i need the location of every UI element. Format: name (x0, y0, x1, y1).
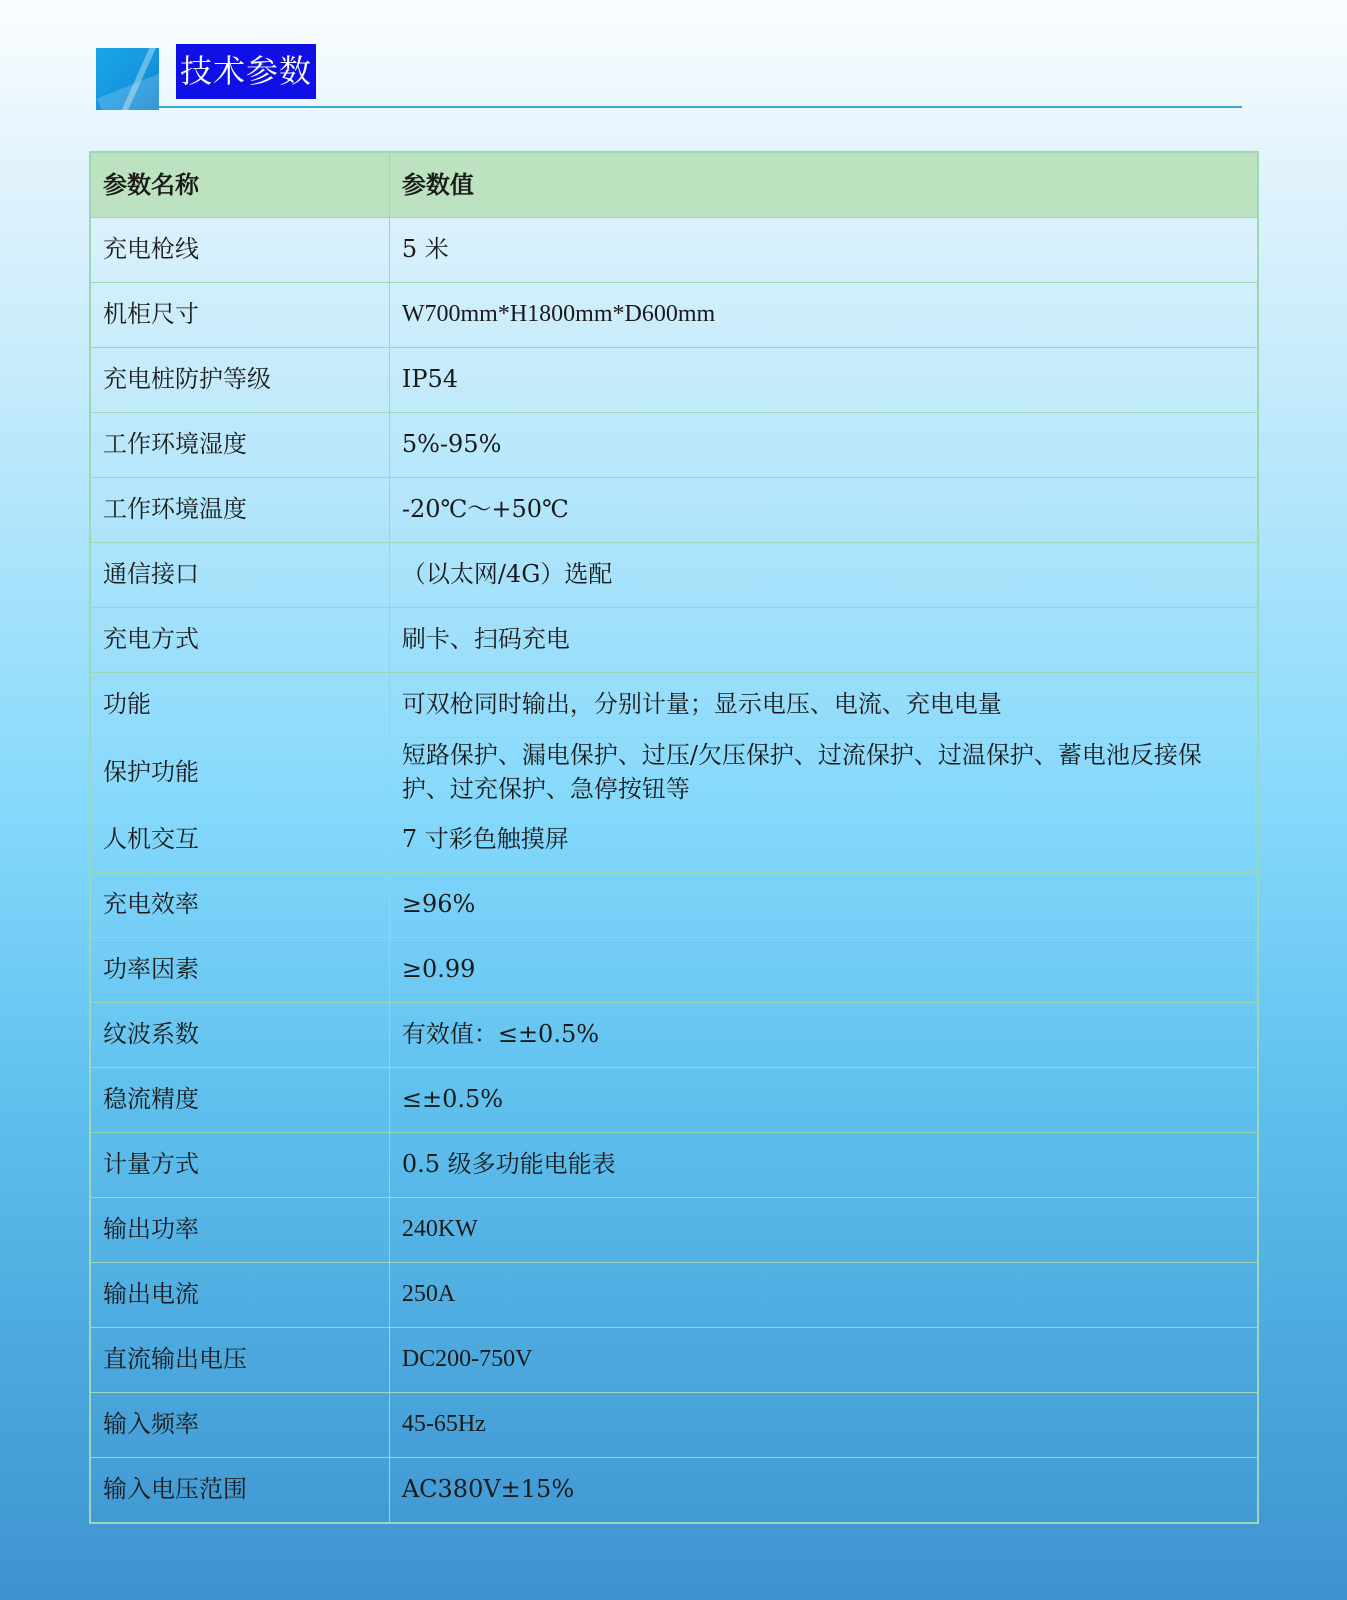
param-value: ≤±0.5% (389, 1068, 1258, 1133)
table-row (90, 543, 1258, 608)
param-value: AC380V±15% (389, 1458, 1258, 1524)
param-value: ≥96% (389, 873, 1258, 938)
param-value: ≥0.99 (389, 938, 1258, 1003)
table-row (90, 608, 1258, 673)
table-row (90, 413, 1258, 478)
table-row (90, 1328, 1258, 1393)
param-name: 纹波系数 (90, 1003, 389, 1068)
param-name: 机柜尺寸 (90, 283, 389, 348)
param-name: 保护功能 (90, 738, 389, 808)
param-name: 充电效率 (90, 873, 389, 938)
param-value: 5 米 (389, 218, 1258, 283)
table-row (90, 1068, 1258, 1133)
table-row (90, 218, 1258, 283)
param-name: 计量方式 (90, 1133, 389, 1198)
table-row (90, 283, 1258, 348)
param-value: 240KW (389, 1198, 1258, 1263)
table-row (90, 1458, 1258, 1524)
param-name: 功率因素 (90, 938, 389, 1003)
param-name: 输入电压范围 (90, 1458, 389, 1524)
param-value: 250A (389, 1263, 1258, 1328)
table-header-row (90, 152, 1258, 218)
table-row (90, 1393, 1258, 1458)
param-value: W700mm*H1800mm*D600mm (389, 283, 1258, 348)
param-value: 7 寸彩色触摸屏 (389, 808, 1258, 873)
table-row (90, 1003, 1258, 1068)
header-value: 参数值 (389, 152, 1258, 218)
param-value: 0.5 级多功能电能表 (389, 1133, 1258, 1198)
section-logo-icon (96, 48, 159, 110)
table-row (90, 673, 1258, 738)
title-underline (159, 106, 1242, 108)
table-row (90, 873, 1258, 938)
param-name: 人机交互 (90, 808, 389, 873)
param-value: 5%-95% (389, 413, 1258, 478)
param-value: 可双枪同时输出，分别计量；显示电压、电流、充电电量 (389, 673, 1258, 738)
param-name: 稳流精度 (90, 1068, 389, 1133)
table-row (90, 808, 1258, 873)
param-value: 有效值：≤±0.5% (389, 1003, 1258, 1068)
param-name: 输出电流 (90, 1263, 389, 1328)
table-row (90, 478, 1258, 543)
section-header (96, 44, 1242, 114)
table-row (90, 938, 1258, 1003)
param-value: -20℃～+50℃ (389, 478, 1258, 543)
param-name: 输入频率 (90, 1393, 389, 1458)
param-value: 45-65Hz (389, 1393, 1258, 1458)
param-name: 充电方式 (90, 608, 389, 673)
param-name: 充电枪线 (90, 218, 389, 283)
param-value: IP54 (389, 348, 1258, 413)
table-row (90, 1133, 1258, 1198)
param-value: （以太网/4G）选配 (389, 543, 1258, 608)
param-value: 短路保护、漏电保护、过压/欠压保护、过流保护、过温保护、蓄电池反接保护、过充保护、急停按钮等 (389, 738, 1258, 808)
spec-table (89, 151, 1259, 1524)
table-row (90, 1198, 1258, 1263)
header-name: 参数名称 (90, 152, 389, 218)
param-name: 工作环境温度 (90, 478, 389, 543)
table-row (90, 738, 1258, 808)
param-name: 工作环境湿度 (90, 413, 389, 478)
param-name: 充电桩防护等级 (90, 348, 389, 413)
section-title: 技术参数 (176, 44, 316, 99)
param-value: DC200-750V (389, 1328, 1258, 1393)
param-name: 通信接口 (90, 543, 389, 608)
table-row (90, 348, 1258, 413)
param-value: 刷卡、扫码充电 (389, 608, 1258, 673)
param-name: 功能 (90, 673, 389, 738)
table-row (90, 1263, 1258, 1328)
param-name: 输出功率 (90, 1198, 389, 1263)
param-name: 直流输出电压 (90, 1328, 389, 1393)
